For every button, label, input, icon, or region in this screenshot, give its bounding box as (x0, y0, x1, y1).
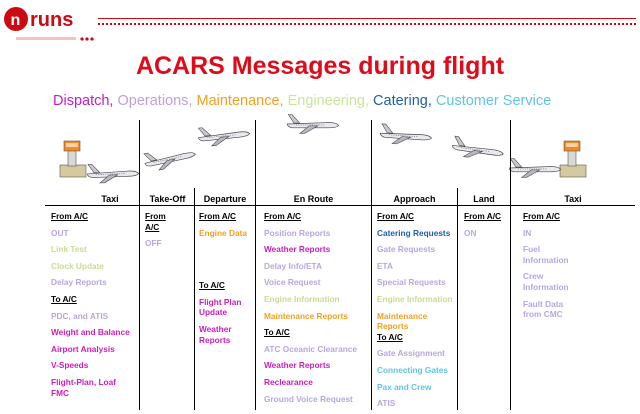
message-item: Information (523, 281, 569, 292)
direction-header: To A/C (51, 293, 77, 304)
message-item: Airport Analysis (51, 343, 115, 354)
message-item: Flight-Plan, Loaf (51, 376, 116, 387)
message-item: ATIS (377, 398, 396, 409)
message-item: Maintenance Reports (264, 310, 348, 321)
flight-path-scene (0, 110, 640, 190)
message-item: PDC, and ATIS (51, 310, 109, 321)
message-item: ATC Oceanic Clearance (264, 343, 357, 354)
message-item: Fuel (523, 244, 541, 255)
direction-header: To A/C (377, 331, 403, 342)
airplane-icon-taxi-in (509, 159, 560, 178)
message-item: Weather Reports (264, 244, 331, 255)
message-item: Reclearance (264, 376, 313, 387)
airplane-icon-land (451, 136, 504, 162)
message-item: Information (523, 254, 569, 265)
logo-runs: runs (30, 9, 74, 31)
airplane-icon-enroute (287, 115, 338, 134)
message-item: V-Speeds (51, 360, 89, 371)
direction-header: From A/C (377, 211, 415, 221)
message-item: ETA (377, 260, 393, 271)
column-separator (194, 205, 195, 410)
phase-separator (255, 120, 256, 211)
column-separator (510, 205, 511, 410)
message-item: Reports (377, 321, 409, 332)
subtitle-departments (53, 93, 551, 109)
airplane-icon-departure (197, 123, 250, 147)
message-item: Engine Information (264, 293, 340, 304)
message-item: Voice Request (264, 277, 321, 288)
phase-label-departure: Departure (203, 194, 247, 204)
direction-header: From A/C (51, 211, 89, 221)
messages-column-en-route (264, 211, 357, 404)
control-tower-icon-left (60, 141, 86, 177)
message-item: IN (523, 227, 532, 238)
message-item: Link Test (51, 244, 87, 255)
direction-header: From A/C (199, 211, 237, 221)
header-rule (98, 18, 636, 19)
message-item: Flight Plan (199, 296, 242, 307)
phase-label-taxi-out: Taxi (101, 194, 119, 204)
message-item: Engine Information (377, 293, 453, 304)
message-item: from CMC (523, 309, 563, 320)
direction-header: From (145, 211, 166, 221)
message-item: Crew (523, 271, 544, 282)
message-item: ON (464, 227, 477, 238)
messages-column-take-off (145, 211, 166, 249)
phase-divider-line (45, 205, 635, 206)
messages-column-approach (377, 211, 453, 409)
direction-header: To A/C (199, 280, 225, 291)
message-item: Delay Info/ETA (264, 260, 322, 271)
direction-header: From A/C (464, 211, 502, 221)
logo-n: n (10, 12, 21, 29)
phase-label-taxi-in: Taxi (564, 194, 582, 204)
messages-column-taxi-in (523, 211, 569, 320)
message-item: Engine Data (199, 227, 247, 238)
phase-separator (139, 120, 140, 211)
messages-column-taxi-out (51, 211, 130, 398)
message-item: Position Reports (264, 227, 331, 238)
airplane-icon-takeoff (143, 143, 197, 172)
nruns-logo-mark (2, 4, 112, 44)
message-item: Fault Data (523, 298, 564, 309)
direction-header: From A/C (523, 211, 561, 221)
direction-header: To A/C (264, 327, 290, 338)
message-item: Gate Assignment (377, 348, 445, 359)
column-separator (139, 205, 140, 410)
nruns-logo (2, 4, 112, 44)
column-separator (371, 205, 372, 410)
message-item: Catering Requests (377, 227, 451, 238)
direction-header: From A/C (264, 211, 302, 221)
message-item: Pax and Crew (377, 381, 432, 392)
page-title: ACARS Messages during flight (135, 52, 505, 80)
messages-column-land (464, 211, 501, 238)
message-item: Special Requests (377, 277, 446, 288)
message-item: Clock Update (51, 260, 105, 271)
phase-label-land: Land (473, 194, 495, 204)
subtitle-segment: Customer Service (435, 93, 552, 109)
messages-column-departure (199, 211, 247, 345)
subtitle-segment: Engineering, (287, 93, 374, 109)
phase-label-en-route: En Route (293, 194, 334, 204)
phase-separator (371, 120, 372, 211)
message-item: Connecting Gates (377, 364, 448, 375)
column-separator (457, 205, 458, 410)
message-item: Reports (199, 334, 231, 345)
message-item: FMC (51, 387, 69, 398)
message-item: Weight and Balance (51, 327, 130, 338)
message-item: Maintenance (377, 310, 428, 321)
message-item: Update (199, 307, 228, 318)
phase-separator (510, 120, 511, 211)
subtitle-segment: Maintenance, (196, 93, 288, 109)
phase-label-approach: Approach (393, 194, 436, 204)
airplane-icon-taxi-out (87, 163, 139, 184)
subtitle-segment: Operations, (117, 93, 197, 109)
control-tower-icon-right (560, 141, 586, 177)
message-item: Delay Reports (51, 277, 107, 288)
message-item: Weather (199, 323, 232, 334)
airplane-icon-approach (380, 124, 433, 147)
message-item: Weather Reports (264, 360, 331, 371)
phase-label-take-off: Take-Off (149, 194, 186, 204)
message-item: OFF (145, 238, 162, 249)
column-separator (255, 205, 256, 410)
header-dotted-rule (98, 23, 636, 25)
message-item: Gate Requests (377, 244, 436, 255)
direction-header: A/C (145, 221, 160, 232)
subtitle-segment: Dispatch, (53, 93, 118, 109)
message-item: Ground Voice Request (264, 393, 353, 404)
message-item: OUT (51, 227, 69, 238)
subtitle-segment: Catering, (373, 93, 436, 109)
